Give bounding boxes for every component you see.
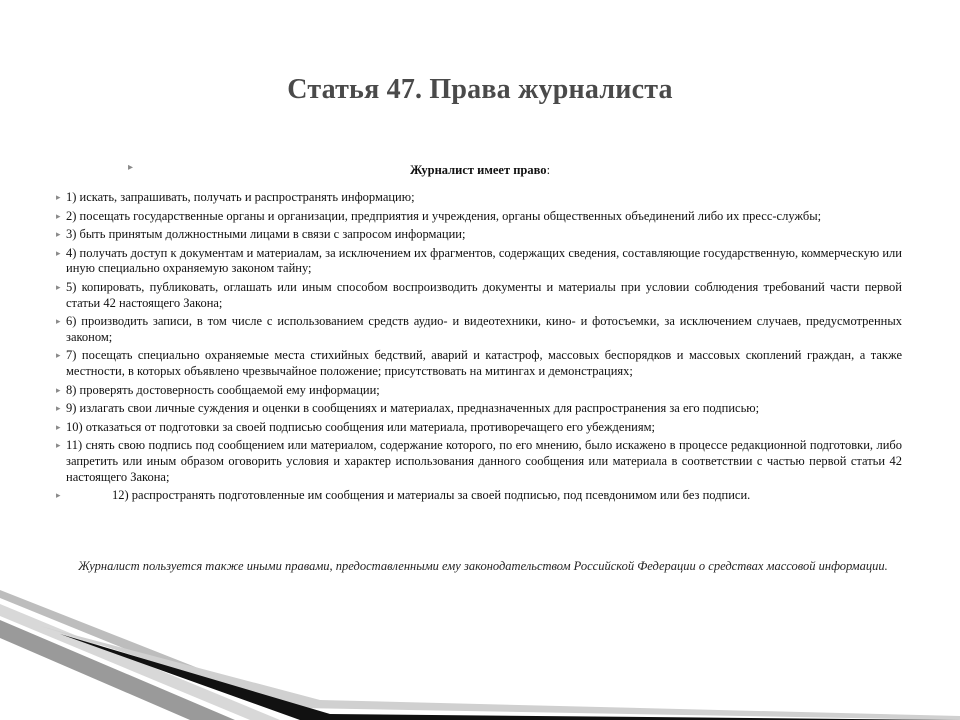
list-item-text: 6) производить записи, в том числе с использованием средств аудио- и видеотехники, кино- и фотосъемки, за исключением случаев, предусмотренных законом; (66, 314, 902, 344)
intro-bold: Журналист имеет право (409, 163, 547, 177)
bullet-icon: ▸ (56, 316, 61, 327)
bullet-icon: ▸ (56, 281, 61, 292)
slide-title: Статья 47. Права журналиста (287, 74, 673, 105)
intro-suffix: : (546, 163, 551, 177)
bullet-icon: ▸ (56, 490, 61, 501)
list-item (56, 227, 902, 243)
list-item (56, 246, 902, 277)
list-item (56, 488, 902, 504)
bullet-icon: ▸ (56, 403, 61, 414)
list-item-text: 10) отказаться от подготовки за своей подписью сообщения или материала, противоречащего его убеждениям; (66, 419, 655, 434)
list-item-text: 2) посещать государственные органы и организации, предприятия и учреждения, органы общественных объединений либо их пресс-службы; (66, 208, 822, 223)
list-item-text: 1) искать, запрашивать, получать и распространять информацию; (66, 190, 415, 204)
decorative-swoosh (0, 590, 960, 720)
intro-line (0, 163, 960, 178)
bullet-icon: ▸ (56, 384, 61, 395)
list-item (56, 383, 902, 399)
bullet-icon: ▸ (56, 229, 61, 240)
bullet-icon: ▸ (56, 210, 61, 221)
intro-bullet-icon: ▸ (128, 162, 134, 173)
rights-list (56, 190, 902, 507)
bullet-icon: ▸ (56, 440, 61, 451)
list-item (56, 314, 902, 345)
list-item-text: 5) копировать, публиковать, оглашать или иным способом воспроизводить документы и материалы при условии соблюдения требований части первой статьи 42 настоящего Закона; (66, 279, 902, 310)
list-item (56, 209, 902, 225)
list-item-text: 12) распространять подготовленные им сообщения и материалы за своей подписью, под псевдонимом или без подписи. (112, 488, 751, 503)
list-item (56, 401, 902, 417)
list-item (56, 438, 902, 485)
bullet-icon: ▸ (56, 247, 61, 258)
list-item-text: 4) получать доступ к документам и материалам, за исключением их фрагментов, содержащих сведения, составляющие государственную, коммерческую или иную специально охраняемую законом тайну; (66, 245, 902, 276)
list-item (56, 420, 902, 436)
list-item-text: 9) излагать свои личные суждения и оценки в сообщениях и материалах, предназначенных для распространения за его подписью; (66, 401, 760, 416)
list-item-text: 8) проверять достоверность сообщаемой ему информации; (66, 382, 380, 397)
bullet-icon: ▸ (56, 421, 61, 432)
list-item-text: 11) снять свою подпись под сообщением или материалом, содержание которого, по его мнению, было искажено в процессе редакционной подготовки, либо запретить или иным образом оговорить условия и характер использования данного сообщения или материала в соответствии с частью первой статьи 42 настоящего Закона; (66, 438, 902, 484)
footer-note: Журналист пользуется также иными правами, предоставленными ему законодательством Российской Федерации о средствах массовой информации. (78, 559, 888, 573)
bullet-icon: ▸ (56, 350, 61, 361)
list-item (56, 348, 902, 379)
list-item-text: 7) посещать специально охраняемые места стихийных бедствий, аварий и катастроф, массовых беспорядков и массовых скоплений граждан, а также местности, в которых объявлено чрезвычайное положение; присутствовать на митингах и демонстрациях; (66, 348, 902, 378)
list-item (56, 190, 902, 206)
bullet-icon: ▸ (56, 192, 61, 202)
list-item (56, 280, 902, 311)
list-item-text: 3) быть принятым должностными лицами в связи с запросом информации; (66, 227, 466, 242)
